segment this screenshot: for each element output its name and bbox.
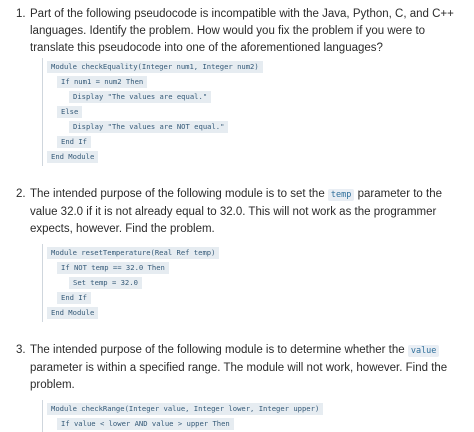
question-number: 1. [16, 8, 26, 20]
question-text-after: parameter is within a specified range. The module will not work, however. Find the problem. [30, 362, 448, 391]
code-line: Display "The values are equal." [69, 91, 211, 103]
code-block-2 [42, 244, 343, 322]
code-line: Module resetTemperature(Real Ref temp) [47, 247, 219, 259]
code-line: Module checkEquality(Integer num1, Integer num2) [47, 61, 263, 73]
code-line: If num1 = num2 Then [57, 76, 147, 88]
question-text-before: The intended purpose of the following module is to determine whether the [30, 344, 405, 356]
code-line: End Module [47, 307, 98, 319]
code-line: End If [57, 292, 91, 304]
code-line: Display "The values are NOT equal." [69, 121, 228, 133]
inline-code-temp: temp [328, 189, 354, 201]
code-block-1 [42, 58, 343, 166]
code-line: End If [57, 136, 91, 148]
code-line: Else [57, 106, 82, 118]
code-block-3 [42, 400, 343, 432]
question-number: 3. [16, 344, 26, 356]
code-line: End Module [47, 151, 98, 163]
code-line: Set temp = 32.0 [69, 277, 142, 289]
question-text [30, 186, 460, 238]
question-text-before: The intended purpose of the following module is to set the [30, 188, 325, 200]
code-line: If NOT temp == 32.0 Then [57, 262, 169, 274]
question-text: Part of the following pseudocode is incompatible with the Java, Python, C, and C++ languages. Identify the problem. How would you fix the problem if you were to translate this pseudocode into one of the aforementioned languages? [30, 8, 454, 54]
question-text [30, 342, 460, 394]
inline-code-value: value [408, 345, 440, 357]
question-text-after: parameter to the value 32.0 if it is not already equal to 32.0. This will not work as the programmer expects, however. Find the problem. [30, 188, 442, 235]
code-line: Module checkRange(Integer value, Integer lower, Integer upper) [47, 403, 323, 415]
question-number: 2. [16, 188, 26, 200]
code-line: If value < lower AND value > upper Then [57, 418, 234, 430]
